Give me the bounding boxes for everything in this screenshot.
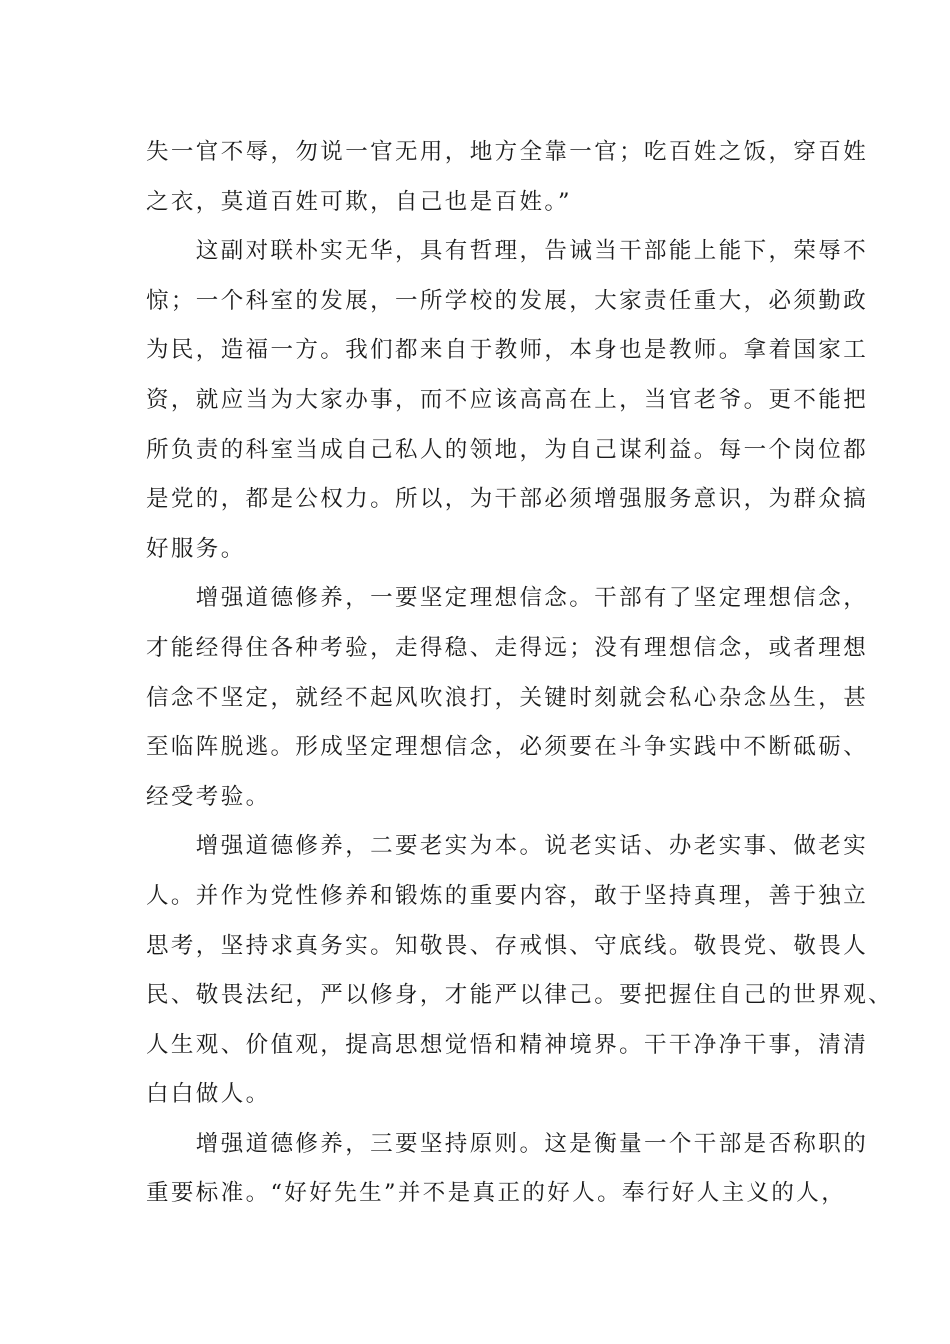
text-line: 惊；一个科室的发展，一所学校的发展，大家责任重大，必须勤政 [146,287,869,314]
text-line: 增强道德修养，三要坚持原则。这是衡量一个干部是否称职的 [146,1130,869,1157]
text-line: 所负责的科室当成自己私人的领地，为自己谋利益。每一个岗位都 [146,436,869,463]
text-line: 为民，造福一方。我们都来自于教师，本身也是教师。拿着国家工 [146,337,869,364]
text-line: 之衣，莫道百姓可欺，自己也是百姓。” [146,188,572,215]
text-line: 增强道德修养，一要坚定理想信念。干部有了坚定理想信念， [146,585,869,612]
text-line: 增强道德修养，二要老实为本。说老实话、办老实事、做老实 [146,833,869,860]
body-text [146,128,894,1219]
text-line: 信念不坚定，就经不起风吹浪打，关键时刻就会私心杂念丛生，甚 [146,684,869,711]
text-line: 这副对联朴实无华，具有哲理，告诫当干部能上能下，荣辱不 [146,238,869,265]
text-line: 资，就应当为大家办事，而不应该高高在上，当官老爷。更不能把 [146,386,869,413]
text-line: 失一官不辱，勿说一官无用，地方全靠一官；吃百姓之饭，穿百姓 [146,139,869,165]
text-line: 白白做人。 [146,1081,271,1108]
text-line: 人。并作为党性修养和锻炼的重要内容，敢于坚持真理，善于独立 [146,882,869,909]
text-line: 经受考验。 [146,783,271,810]
text-line: 思考，坚持求真务实。知敬畏、存戒惧、守底线。敬畏党、敬畏人 [146,932,869,959]
text-line: 重要标准。“好好先生”并不是真正的好人。奉行好人主义的人， [146,1180,847,1207]
text-line: 是党的，都是公权力。所以，为干部必须增强服务意识，为群众搞 [146,486,869,513]
text-line: 民、敬畏法纪，严以修身，才能严以律己。要把握住自己的世界观、 [146,982,894,1009]
text-line: 好服务。 [146,535,246,562]
text-line: 才能经得住各种考验，走得稳、走得远；没有理想信念，或者理想 [146,634,869,661]
text-line: 人生观、价值观，提高思想觉悟和精神境界。干干净净干事，清清 [146,1031,869,1058]
text-line: 至临阵脱逃。形成坚定理想信念，必须要在斗争实践中不断砥砺、 [146,734,869,761]
